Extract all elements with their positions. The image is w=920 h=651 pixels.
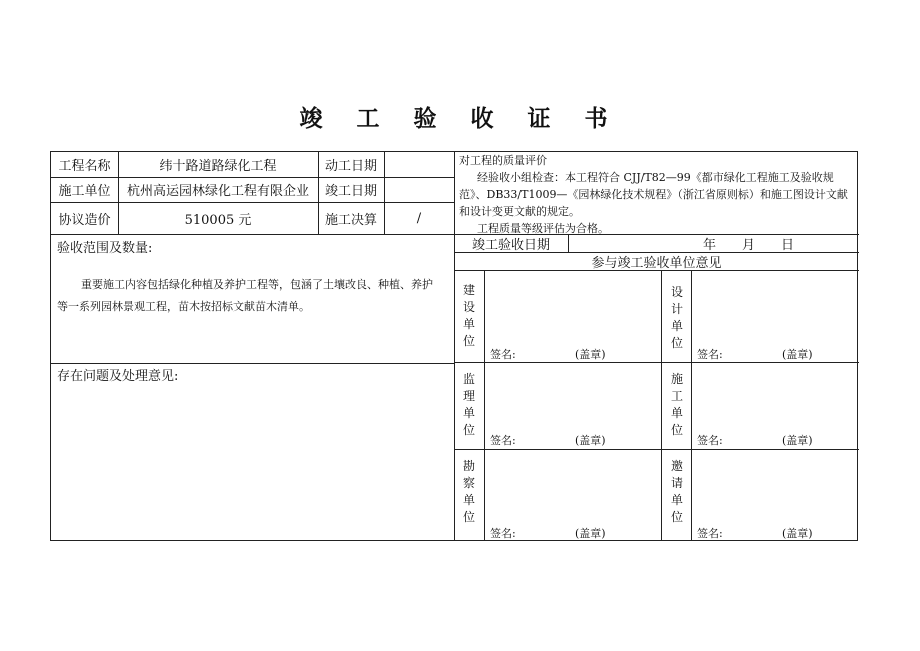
unit-name-char: 监 [462,372,475,386]
scope-text [57,274,452,324]
signature-label: 签名: [490,434,516,447]
unit-name [461,282,477,350]
unit-name-char: 单 [670,493,683,507]
unit-name-char: 邀 [670,459,683,473]
unit-name-char: 位 [670,336,683,350]
unit-name-char: 单 [670,319,683,333]
unit-name-char: 设 [462,300,475,314]
unit-name-char: 位 [462,423,475,437]
unit-name-char: 单 [462,406,475,420]
seal-label: (盖章) [575,348,606,361]
opinions-header: 参与竣工验收单位意见 [591,255,722,271]
document-title: 竣 工 验 收 证 书 [299,105,621,132]
unit-name-char: 单 [670,406,683,420]
settlement-value: / [416,210,422,226]
unit-name-char: 单 [462,493,475,507]
unit-name-char: 计 [670,302,683,316]
unit-name [669,458,685,526]
quality-line: 范》、DB33/T1009—《园林绿化技术规程》（浙江省原则标）和施工图设计文献 [459,188,848,201]
contractor-label: 施工单位 [58,184,111,199]
signature-label: 签名: [490,348,516,361]
quality-heading: 对工程的质量评价 [459,154,547,167]
seal-label: (盖章) [575,434,606,447]
scope-label: 验收范围及数量: [57,241,153,256]
scope-line: 等一系列园林景观工程，苗木按招标文献苗木清单。 [57,300,310,313]
seal-label: (盖章) [782,348,813,361]
signature-label: 签名: [490,527,516,540]
settlement-label: 施工决算 [324,212,377,228]
project-name-label: 工程名称 [58,159,111,174]
unit-name-char: 察 [462,476,475,490]
unit-name-char: 位 [670,510,683,524]
acceptance-date-value: 年 月 日 [702,237,794,253]
start-date-value [384,152,454,177]
signature-label: 签名: [697,348,723,361]
scope-line: 重要施工内容包括绿化种植及养护工程等，包涵了土壤改良、种植、养护 [81,278,433,291]
unit-name-char: 工 [670,389,683,403]
unit-name-char: 单 [462,317,475,331]
unit-name-char: 建 [462,283,475,297]
contract-price-label: 协议造价 [58,212,111,228]
unit-name [461,371,477,439]
completion-date-value [384,177,454,202]
start-date-label: 动工日期 [324,159,377,174]
project-name-value: 纬十路道路绿化工程 [159,159,277,174]
certificate-table [50,151,858,541]
unit-name-char: 位 [670,423,683,437]
quality-evaluation [459,152,857,234]
unit-name-char: 位 [462,510,475,524]
contract-price-value: 510005 元 [184,212,252,228]
unit-name-char: 勘 [462,459,475,473]
issues-label: 存在问题及处理意见: [57,369,179,384]
unit-name-char: 请 [670,476,683,490]
seal-label: (盖章) [782,434,813,447]
unit-name-char: 理 [462,389,475,403]
signature-label: 签名: [697,527,723,540]
acceptance-date-label: 竣工验收日期 [471,237,550,253]
seal-label: (盖章) [575,527,606,540]
completion-date-label: 竣工日期 [324,184,377,199]
seal-label: (盖章) [782,527,813,540]
unit-name [669,371,685,439]
unit-name-char: 设 [670,285,683,299]
quality-line: 和设计变更文献的规定。 [459,205,580,218]
unit-name [461,458,477,526]
quality-result: 工程质量等级评估为合格。 [477,222,609,235]
signature-label: 签名: [697,434,723,447]
unit-name-char: 施 [670,372,683,386]
quality-line: 经验收小组检查：本工程符合 CJJ/T82—99《都市绿化工程施工及验收规 [477,171,834,184]
unit-name-char: 位 [462,334,475,348]
contractor-value: 杭州高运园林绿化工程有限企业 [126,184,309,199]
unit-name [669,284,685,352]
